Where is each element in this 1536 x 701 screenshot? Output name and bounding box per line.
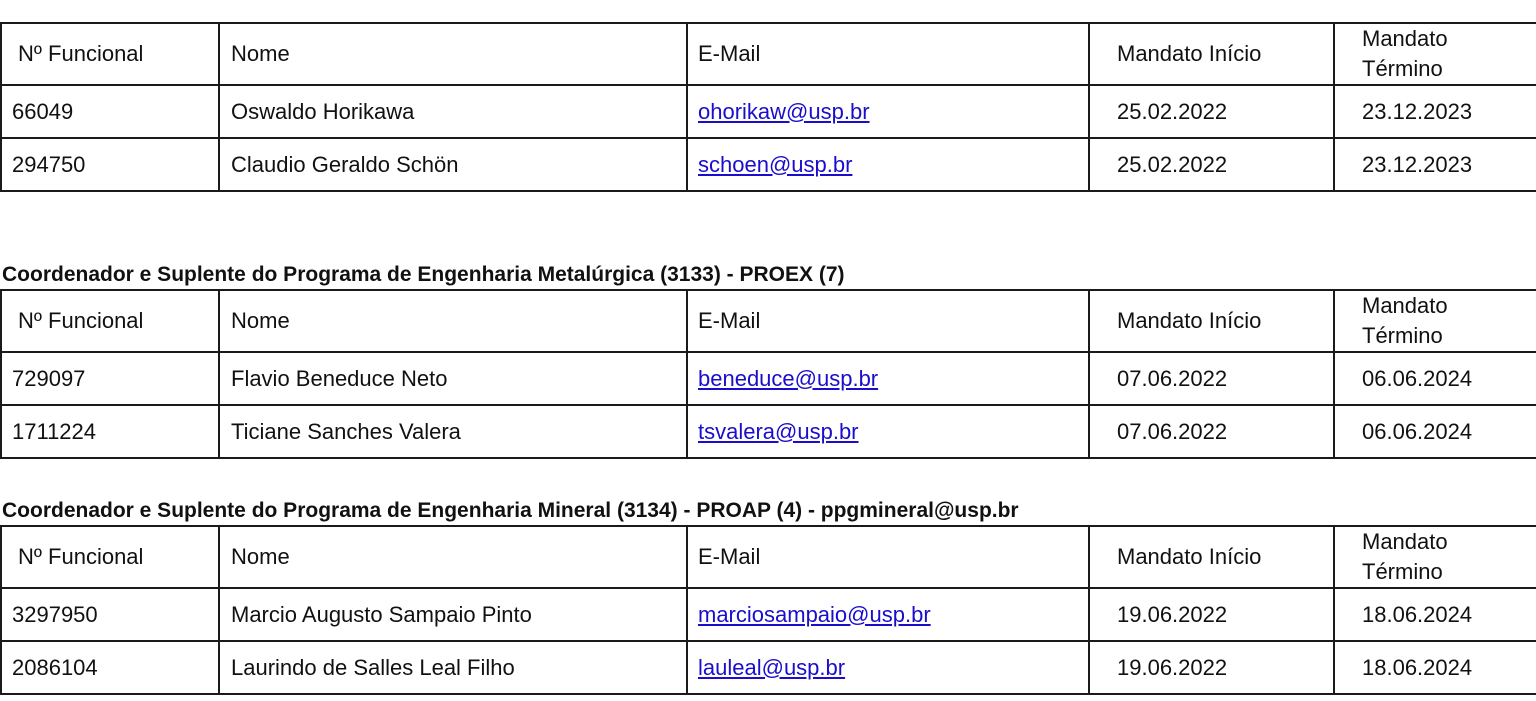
column-header-id: Nº Funcional xyxy=(1,23,219,85)
email-link[interactable]: ohorikaw@usp.br xyxy=(698,98,870,124)
table-header-row xyxy=(1,290,1536,352)
cell-start: 19.06.2022 xyxy=(1089,641,1334,694)
column-header-end: Mandato Término xyxy=(1334,23,1536,85)
cell-email xyxy=(687,138,1089,191)
cell-end: 06.06.2024 xyxy=(1334,405,1536,458)
cell-start: 07.06.2022 xyxy=(1089,405,1334,458)
cell-name: Claudio Geraldo Schön xyxy=(219,138,687,191)
cell-id: 2086104 xyxy=(1,641,219,694)
column-header-name: Nome xyxy=(219,526,687,588)
column-header-start: Mandato Início xyxy=(1089,23,1334,85)
section-title-mineral: Coordenador e Suplente do Programa de Engenharia Mineral (3134) - PROAP (4) - ppgmineral@usp.br xyxy=(2,499,1019,522)
cell-start: 25.02.2022 xyxy=(1089,85,1334,138)
cell-end: 23.12.2023 xyxy=(1334,85,1536,138)
cell-start: 25.02.2022 xyxy=(1089,138,1334,191)
cell-start: 07.06.2022 xyxy=(1089,352,1334,405)
column-header-name: Nome xyxy=(219,290,687,352)
cell-name: Ticiane Sanches Valera xyxy=(219,405,687,458)
cell-name: Oswaldo Horikawa xyxy=(219,85,687,138)
cell-name: Flavio Beneduce Neto xyxy=(219,352,687,405)
cell-id: 729097 xyxy=(1,352,219,405)
section-title-metalurgica: Coordenador e Suplente do Programa de Engenharia Metalúrgica (3133) - PROEX (7) xyxy=(2,263,845,286)
cell-end: 18.06.2024 xyxy=(1334,588,1536,641)
roster-table-3 xyxy=(0,525,1536,695)
column-header-id: Nº Funcional xyxy=(1,526,219,588)
cell-email xyxy=(687,405,1089,458)
table-header-row xyxy=(1,526,1536,588)
cell-id: 66049 xyxy=(1,85,219,138)
column-header-email: E-Mail xyxy=(687,23,1089,85)
table-row xyxy=(1,641,1536,694)
email-link[interactable]: marciosampaio@usp.br xyxy=(698,601,931,627)
cell-name: Marcio Augusto Sampaio Pinto xyxy=(219,588,687,641)
cell-email xyxy=(687,352,1089,405)
column-header-email: E-Mail xyxy=(687,526,1089,588)
column-header-end: Mandato Término xyxy=(1334,290,1536,352)
roster-table-1 xyxy=(0,22,1536,192)
table-row xyxy=(1,588,1536,641)
cell-end: 23.12.2023 xyxy=(1334,138,1536,191)
column-header-start: Mandato Início xyxy=(1089,290,1334,352)
table-row xyxy=(1,352,1536,405)
email-link[interactable]: tsvalera@usp.br xyxy=(698,418,859,444)
cell-email xyxy=(687,588,1089,641)
cell-end: 18.06.2024 xyxy=(1334,641,1536,694)
email-link[interactable]: beneduce@usp.br xyxy=(698,365,879,391)
email-link[interactable]: lauleal@usp.br xyxy=(698,654,846,680)
cell-end: 06.06.2024 xyxy=(1334,352,1536,405)
table-row xyxy=(1,405,1536,458)
column-header-email: E-Mail xyxy=(687,290,1089,352)
cell-id: 3297950 xyxy=(1,588,219,641)
cell-email xyxy=(687,641,1089,694)
column-header-name: Nome xyxy=(219,23,687,85)
table-row xyxy=(1,138,1536,191)
cell-id: 294750 xyxy=(1,138,219,191)
column-header-start: Mandato Início xyxy=(1089,526,1334,588)
table-header-row xyxy=(1,23,1536,85)
cell-name: Laurindo de Salles Leal Filho xyxy=(219,641,687,694)
cell-start: 19.06.2022 xyxy=(1089,588,1334,641)
column-header-end: Mandato Término xyxy=(1334,526,1536,588)
cell-email xyxy=(687,85,1089,138)
email-link[interactable]: schoen@usp.br xyxy=(698,151,853,177)
table-row xyxy=(1,85,1536,138)
cell-id: 1711224 xyxy=(1,405,219,458)
column-header-id: Nº Funcional xyxy=(1,290,219,352)
roster-table-2 xyxy=(0,289,1536,459)
